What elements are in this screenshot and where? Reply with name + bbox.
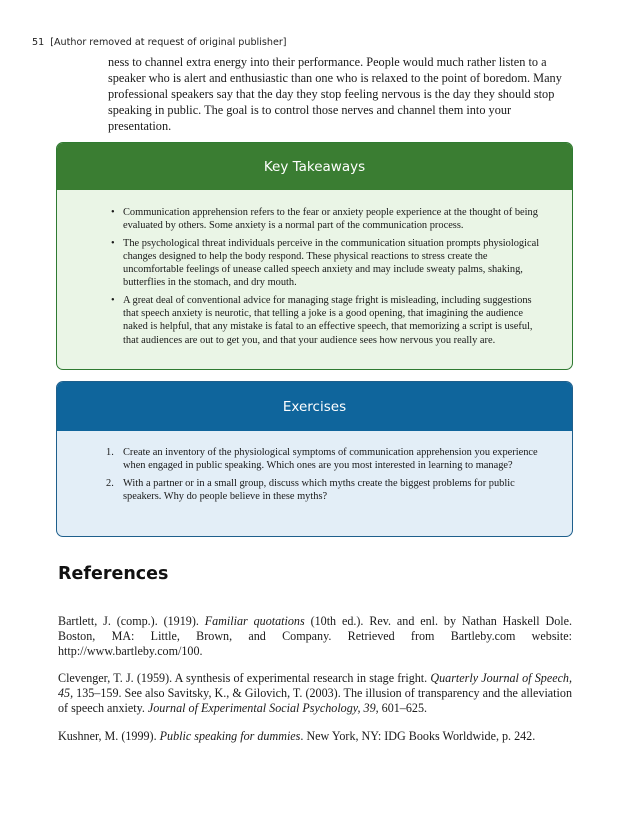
intro-paragraph: ness to channel extra energy into their performance. People would much rather listen to a speaker who is alert and enthusiastic than one who is relaxed to the point of boredom. Many professional speakers say that the day they stop feeling nervous is the day they should stop speaking in public. The goal is to control those nerves and channel them into your presentation. — [108, 55, 562, 133]
reference-text: Kushner, M. (1999). — [58, 728, 160, 743]
reference-entry — [58, 614, 572, 658]
reference-entry — [58, 729, 572, 744]
exercise-text: Create an inventory of the physiological symptoms of communication apprehension you experience when engaged in public speaking. Which ones are you most interested in learning to manage? — [123, 447, 538, 472]
key-takeaways-box — [56, 142, 573, 370]
reference-title: Quarterly Journal of Speech, 45, — [58, 671, 573, 701]
reference-text: . New York, NY: IDG Books Worldwide, p. 242. — [300, 728, 536, 743]
list-marker: 1. — [106, 447, 114, 458]
reference-title: Familiar quotations — [204, 614, 305, 628]
exercise-text: With a partner or in a small group, discuss which myths create the biggest problems for public speakers. Why do people believe in these myths? — [123, 477, 515, 502]
list-item: • The psychological threat individuals perceive in the communication situation prompts physiological changes designed to help the body respond. These physical reactions to stress create the uncomfortable feelings of unease called speech anxiety and may include sweaty palms, shaking, butterflies in the stomach, and dry mouth. — [123, 237, 548, 290]
reference-text: 601–625. — [378, 700, 428, 715]
list-item: • Communication apprehension refers to the fear or anxiety people experience at the thought of being evaluated by others. Some anxiety is a normal part of the communication process. — [123, 206, 548, 233]
exercises-box — [56, 381, 573, 537]
page-header — [32, 37, 287, 48]
exercises-title: Exercises — [57, 382, 572, 431]
list-marker: 2. — [106, 477, 114, 489]
page-number: 51 — [32, 37, 45, 48]
reference-entry — [58, 671, 572, 715]
list-item — [106, 477, 548, 504]
exercises-list — [57, 431, 572, 503]
reference-text: Bartlett, J. (comp.). (1919). — [58, 614, 205, 628]
reference-title: Journal of Experimental Social Psychology, 39, — [147, 700, 379, 715]
reference-text: (10th ed.). Rev. and enl. by Nathan Haskell Dole. Boston, MA: Little, Brown, and Company. Retrieved from Bartleby.com website: http://www.bartleby.com/100. — [58, 614, 573, 658]
key-takeaways-list — [57, 190, 572, 347]
reference-text: 135–159. See also Savitsky, K., & Gilovich, T. (2003). The illusion of transparency and the alleviation of speech anxiety. — [58, 686, 572, 715]
references-list — [58, 614, 572, 757]
list-item: • A great deal of conventional advice for managing stage fright is misleading, including suggestions that speech anxiety is neurotic, that telling a joke is a good opening, that imagining the audience naked is helpful, that any mistake is fatal to an effective speech, that memorizing a script is useful, that audiences are out to get you, and that your audience sees how nervous you really are. — [123, 294, 548, 347]
key-takeaways-title: Key Takeaways — [57, 143, 572, 190]
references-heading: References — [58, 564, 169, 584]
reference-text: Clevenger, T. J. (1959). A synthesis of experimental research in stage fright. — [58, 671, 431, 686]
running-title: [Author removed at request of original publisher] — [50, 37, 287, 48]
reference-title: Public speaking for dummies — [159, 728, 301, 743]
list-item — [106, 446, 548, 473]
